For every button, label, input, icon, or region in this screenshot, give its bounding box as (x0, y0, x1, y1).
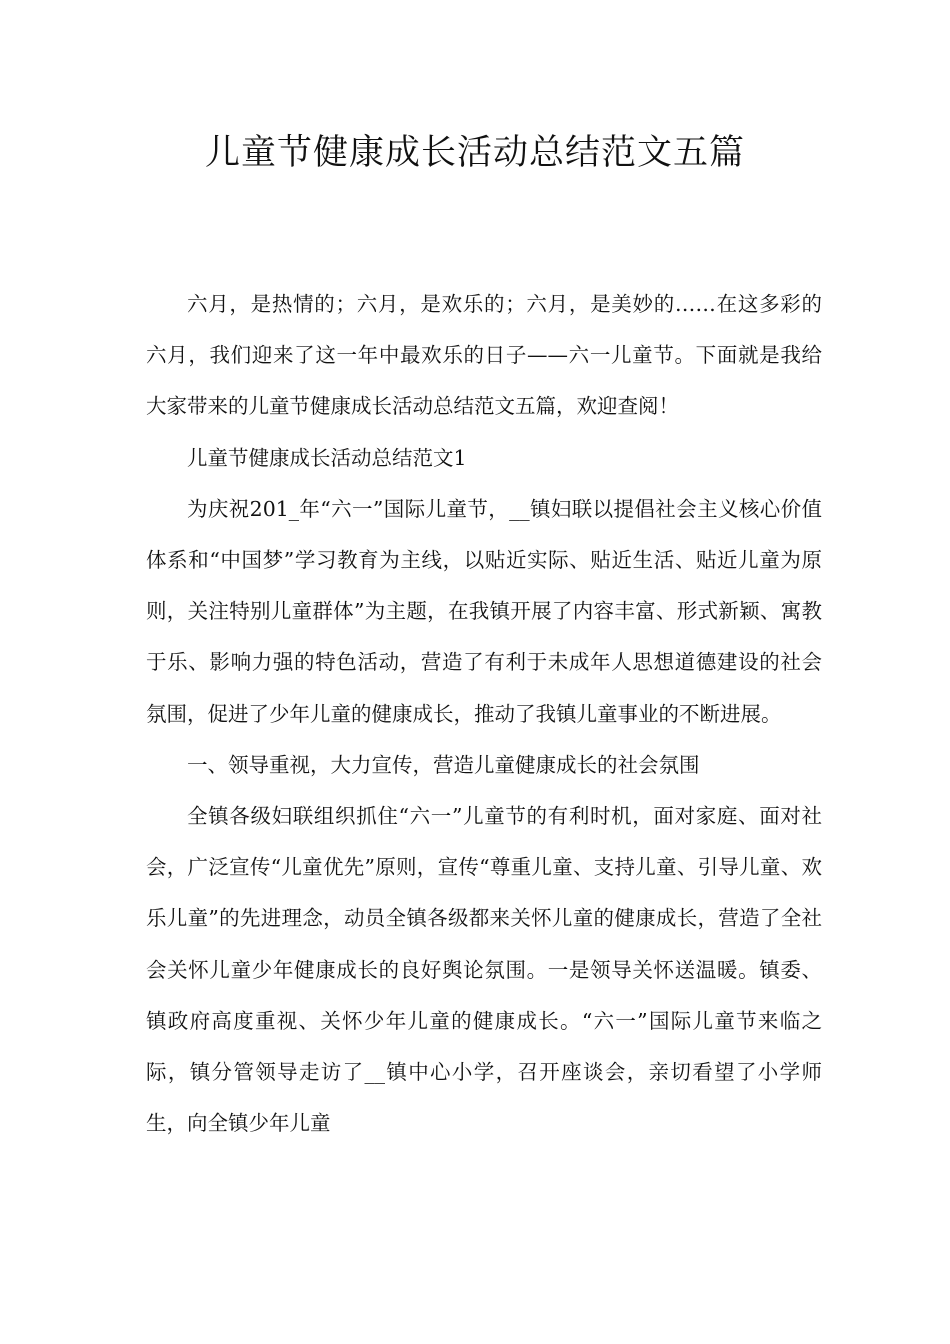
section-heading-essay-1: 儿童节健康成长活动总结范文1 (187, 445, 467, 470)
document-body (146, 279, 822, 1149)
document-title: 儿童节健康成长活动总结范文五篇 (204, 133, 745, 173)
body-paragraph: 全镇各级妇联组织抓住“六一”儿童节的有利时机，面对家庭、面对社会，广泛宣传“儿童优先”原则，宣传“尊重儿童、支持儿童、引导儿童、欢乐儿童”的先进理念，动员全镇各级都来关怀儿童的健康成长，营造了全社会关怀儿童少年健康成长的良好舆论氛围。一是领导关怀送温暖。镇委、镇政府高度重视、关怀少年儿童的健康成长。“六一”国际儿童节来临之际，镇分管领导走访了__镇中心小学，召开座谈会，亲切看望了小学师生，向全镇少年儿童 (146, 804, 822, 1136)
body-paragraph: 为庆祝201_年“六一”国际儿童节，__镇妇联以提倡社会主义核心价值体系和“中国梦”学习教育为主线，以贴近实际、贴近生活、贴近儿童为原则，关注特别儿童群体”为主题，在我镇开展了内容丰富、形式新颖、寓教于乐、影响力强的特色活动，营造了有利于未成年人思想道德建设的社会氛围，促进了少年儿童的健康成长，推动了我镇儿童事业的不断进展。 (146, 496, 822, 726)
subsection-heading-1: 一、领导重视，大力宣传，营造儿童健康成长的社会氛围 (187, 752, 700, 777)
intro-paragraph: 六月，是热情的；六月，是欢乐的；六月，是美妙的……在这多彩的六月，我们迎来了这一年中最欢乐的日子——六一儿童节。下面就是我给大家带来的儿童节健康成长活动总结范文五篇，欢迎查阅！ (146, 292, 822, 419)
